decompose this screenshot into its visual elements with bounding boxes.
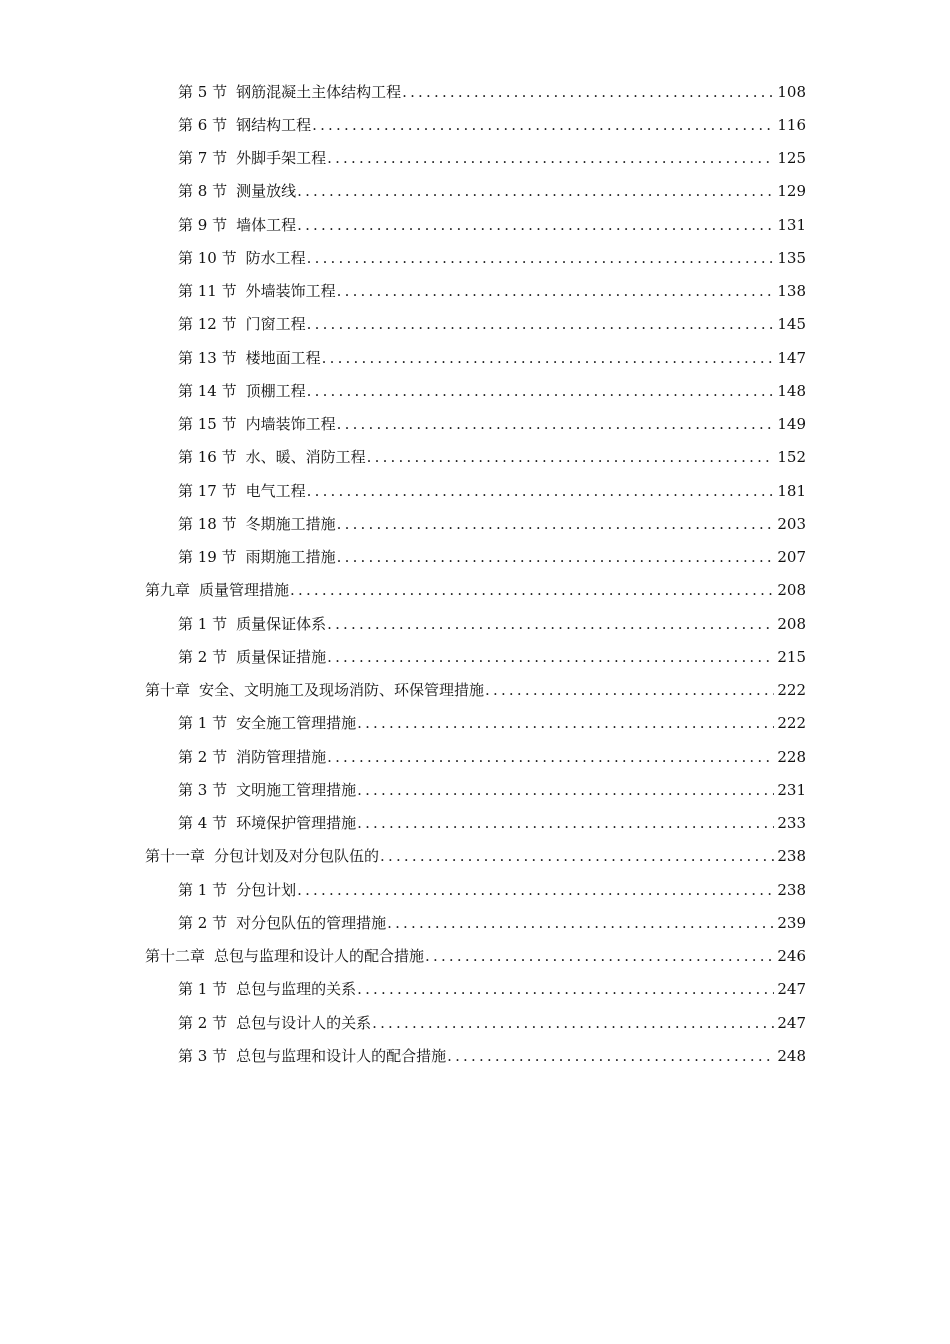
toc-entry-title: 安全施工管理措施 <box>236 714 357 733</box>
toc-dot-leader <box>322 348 775 368</box>
toc-section-entry[interactable] <box>0 441 950 474</box>
toc-page-number: 238 <box>777 880 806 899</box>
toc-entry-title: 总包与设计人的关系 <box>236 1013 372 1032</box>
toc-entry-title: 分包计划及对分包队伍的 <box>214 847 380 866</box>
toc-entry-title: 对分包队伍的管理措施 <box>236 913 387 932</box>
toc-section-entry[interactable] <box>0 374 950 407</box>
toc-page-number: 246 <box>777 947 806 966</box>
toc-entry-line <box>178 215 806 235</box>
toc-dot-leader <box>327 148 774 168</box>
toc-entry-title: 楼地面工程 <box>245 348 321 367</box>
toc-entry-number: 第 3 节 <box>178 780 228 799</box>
toc-dot-leader <box>372 1013 774 1033</box>
toc-entry-line <box>178 780 806 800</box>
toc-entry-line <box>178 979 806 999</box>
toc-entry-line <box>178 381 806 401</box>
toc-entry-number: 第 5 节 <box>178 82 228 101</box>
toc-dot-leader <box>312 115 774 135</box>
toc-section-entry[interactable] <box>0 208 950 241</box>
toc-page-number: 238 <box>777 847 806 866</box>
toc-page-number: 147 <box>777 348 806 367</box>
toc-section-entry[interactable] <box>0 973 950 1006</box>
toc-entry-label <box>178 913 386 933</box>
toc-entry-label <box>145 680 484 700</box>
toc-entry-number: 第 11 节 <box>178 282 237 301</box>
toc-entry-line <box>178 314 806 334</box>
toc-page-number: 231 <box>777 780 806 799</box>
toc-entry-number: 第 16 节 <box>178 448 237 467</box>
toc-chapter-entry[interactable] <box>0 674 950 707</box>
toc-entry-title: 顶棚工程 <box>245 381 306 400</box>
toc-entry-title: 质量管理措施 <box>199 581 290 600</box>
toc-entry-label <box>178 248 306 268</box>
toc-entry-title: 安全、文明施工及现场消防、环保管理措施 <box>199 681 485 700</box>
toc-entry-label <box>178 115 311 135</box>
toc-entry-number: 第 1 节 <box>178 880 228 899</box>
toc-entry-line <box>178 447 806 467</box>
toc-entry-title: 电气工程 <box>245 481 306 500</box>
toc-entry-number: 第十二章 <box>145 947 206 966</box>
toc-dot-leader <box>307 381 775 401</box>
toc-dot-leader <box>425 946 774 966</box>
toc-entry-line <box>145 580 806 600</box>
toc-entry-title: 门窗工程 <box>245 315 306 334</box>
toc-page-number: 222 <box>777 714 806 733</box>
toc-entry-title: 外墙装饰工程 <box>245 282 336 301</box>
toc-dot-leader <box>447 1046 774 1066</box>
toc-dot-leader <box>297 181 774 201</box>
toc-entry-number: 第 6 节 <box>178 115 228 134</box>
toc-entry-number: 第十一章 <box>145 847 206 866</box>
toc-entry-number: 第 2 节 <box>178 1013 228 1032</box>
toc-entry-line <box>178 1013 806 1033</box>
toc-dot-leader <box>307 248 775 268</box>
toc-entry-label <box>178 979 356 999</box>
toc-page-number: 207 <box>777 548 806 567</box>
toc-entry-number: 第 8 节 <box>178 182 228 201</box>
toc-entry-label <box>178 880 296 900</box>
toc-dot-leader <box>297 215 774 235</box>
toc-section-entry[interactable] <box>0 640 950 673</box>
toc-entry-label <box>178 215 296 235</box>
toc-dot-leader <box>337 514 775 534</box>
toc-entry-label <box>178 614 326 634</box>
toc-entry-line <box>178 813 806 833</box>
toc-entry-title: 钢筋混凝土主体结构工程 <box>236 82 402 101</box>
toc-page-number: 149 <box>777 415 806 434</box>
toc-entry-label <box>178 381 306 401</box>
toc-entry-title: 冬期施工措施 <box>245 514 336 533</box>
toc-dot-leader <box>402 82 774 102</box>
toc-section-entry[interactable] <box>0 773 950 806</box>
toc-entry-label <box>178 348 321 368</box>
toc-entry-label <box>178 181 296 201</box>
toc-section-entry[interactable] <box>0 474 950 507</box>
toc-entry-line <box>178 547 806 567</box>
toc-entry-title: 防水工程 <box>245 248 306 267</box>
toc-dot-leader <box>357 780 774 800</box>
toc-chapter-entry[interactable] <box>0 574 950 607</box>
toc-entry-label <box>178 813 356 833</box>
toc-section-entry[interactable] <box>0 807 950 840</box>
toc-entry-line <box>178 148 806 168</box>
toc-entry-number: 第 2 节 <box>178 913 228 932</box>
toc-chapter-entry[interactable] <box>0 940 950 973</box>
toc-entry-title: 墙体工程 <box>236 215 297 234</box>
toc-entry-label <box>178 414 336 434</box>
toc-section-entry[interactable] <box>0 906 950 939</box>
toc-entry-number: 第 2 节 <box>178 647 228 666</box>
toc-chapter-entry[interactable] <box>0 840 950 873</box>
toc-entry-line <box>178 614 806 634</box>
toc-entry-line <box>145 946 806 966</box>
toc-page-number: 181 <box>777 481 806 500</box>
toc-entry-number: 第 17 节 <box>178 481 237 500</box>
toc-page-number: 145 <box>777 315 806 334</box>
toc-entry-number: 第 3 节 <box>178 1046 228 1065</box>
toc-entry-title: 测量放线 <box>236 182 297 201</box>
toc-entry-line <box>178 248 806 268</box>
toc-entry-label <box>145 946 424 966</box>
toc-entry-number: 第 14 节 <box>178 381 237 400</box>
toc-entry-label <box>178 1013 371 1033</box>
toc-section-entry[interactable] <box>0 707 950 740</box>
toc-dot-leader <box>307 481 775 501</box>
toc-entry-label <box>178 713 356 733</box>
toc-entry-title: 质量保证体系 <box>236 614 327 633</box>
toc-entry-label <box>178 514 336 534</box>
toc-page-number: 239 <box>777 913 806 932</box>
toc-entry-line <box>178 747 806 767</box>
toc-entry-line <box>178 281 806 301</box>
toc-entry-title: 水、暖、消防工程 <box>245 448 366 467</box>
toc-entry-title: 环境保护管理措施 <box>236 814 357 833</box>
toc-dot-leader <box>337 547 775 567</box>
toc-entry-label <box>178 481 306 501</box>
toc-page-number: 222 <box>777 681 806 700</box>
toc-dot-leader <box>327 614 774 634</box>
toc-entry-title: 质量保证措施 <box>236 647 327 666</box>
toc-page-number: 138 <box>777 282 806 301</box>
toc-dot-leader <box>290 580 774 600</box>
toc-dot-leader <box>387 913 774 933</box>
toc-section-entry[interactable] <box>0 1039 950 1072</box>
toc-page-number: 152 <box>777 448 806 467</box>
toc-section-entry[interactable] <box>0 241 950 274</box>
toc-entry-number: 第 1 节 <box>178 614 228 633</box>
toc-entry-label <box>178 82 401 102</box>
toc-entry-line <box>178 913 806 933</box>
toc-entry-number: 第 4 节 <box>178 814 228 833</box>
toc-entry-title: 总包与监理和设计人的配合措施 <box>214 947 425 966</box>
toc-entry-title: 消防管理措施 <box>236 747 327 766</box>
toc-entry-label <box>145 846 379 866</box>
toc-section-entry[interactable] <box>0 75 950 108</box>
toc-entry-label <box>178 747 326 767</box>
toc-page-number: 247 <box>777 1013 806 1032</box>
toc-page-number: 203 <box>777 514 806 533</box>
toc-page-number: 215 <box>777 647 806 666</box>
toc-page-number: 125 <box>777 149 806 168</box>
toc-page-number: 248 <box>777 1046 806 1065</box>
toc-entry-label <box>178 314 306 334</box>
toc-entry-number: 第 18 节 <box>178 514 237 533</box>
toc-section-entry[interactable] <box>0 408 950 441</box>
toc-entry-line <box>178 414 806 434</box>
toc-page-number: 228 <box>777 747 806 766</box>
toc-entry-number: 第 9 节 <box>178 215 228 234</box>
toc-entry-line <box>178 514 806 534</box>
toc-entry-line <box>178 880 806 900</box>
toc-entry-line <box>178 348 806 368</box>
toc-entry-title: 文明施工管理措施 <box>236 780 357 799</box>
toc-section-entry[interactable] <box>0 873 950 906</box>
toc-entry-label <box>178 1046 446 1066</box>
toc-entry-line <box>178 481 806 501</box>
toc-page-number: 131 <box>777 215 806 234</box>
toc-page-number: 247 <box>777 980 806 999</box>
toc-entry-line <box>178 115 806 135</box>
toc-entry-label <box>145 580 289 600</box>
toc-dot-leader <box>357 979 774 999</box>
toc-entry-title: 雨期施工措施 <box>245 548 336 567</box>
toc-entry-title: 外脚手架工程 <box>236 149 327 168</box>
toc-page-number: 233 <box>777 814 806 833</box>
toc-entry-number: 第 15 节 <box>178 415 237 434</box>
toc-section-entry[interactable] <box>0 275 950 308</box>
toc-entry-line <box>145 680 806 700</box>
toc-page-number: 116 <box>777 115 806 134</box>
toc-entry-label <box>178 647 326 667</box>
toc-entry-line <box>178 713 806 733</box>
toc-section-entry[interactable] <box>0 607 950 640</box>
toc-entry-number: 第 7 节 <box>178 149 228 168</box>
toc-page-number: 208 <box>777 581 806 600</box>
toc-entry-number: 第 19 节 <box>178 548 237 567</box>
toc-section-entry[interactable] <box>0 341 950 374</box>
toc-entry-title: 总包与监理和设计人的配合措施 <box>236 1046 447 1065</box>
toc-page-number: 108 <box>777 82 806 101</box>
toc-section-entry[interactable] <box>0 142 950 175</box>
toc-entry-number: 第 12 节 <box>178 315 237 334</box>
toc-entry-line <box>178 1046 806 1066</box>
toc-dot-leader <box>485 680 774 700</box>
toc-entry-number: 第 1 节 <box>178 714 228 733</box>
toc-dot-leader <box>307 314 775 334</box>
toc-entry-label <box>178 780 356 800</box>
toc-section-entry[interactable] <box>0 308 950 341</box>
toc-entry-line <box>178 82 806 102</box>
toc-page-number: 135 <box>777 248 806 267</box>
toc-entry-title: 分包计划 <box>236 880 297 899</box>
toc-dot-leader <box>327 747 774 767</box>
toc-section-entry[interactable] <box>0 108 950 141</box>
toc-entry-label <box>178 148 326 168</box>
toc-entry-title: 内墙装饰工程 <box>245 415 336 434</box>
toc-entry-label <box>178 447 366 467</box>
toc-entry-number: 第 10 节 <box>178 248 237 267</box>
toc-dot-leader <box>337 281 775 301</box>
toc-section-entry[interactable] <box>0 175 950 208</box>
toc-section-entry[interactable] <box>0 740 950 773</box>
toc-section-entry[interactable] <box>0 541 950 574</box>
toc-entry-number: 第十章 <box>145 681 191 700</box>
table-of-contents <box>0 75 950 1073</box>
toc-dot-leader <box>297 880 774 900</box>
toc-entry-label <box>178 547 336 567</box>
toc-entry-line <box>178 647 806 667</box>
toc-section-entry[interactable] <box>0 1006 950 1039</box>
toc-dot-leader <box>357 713 774 733</box>
toc-entry-number: 第九章 <box>145 581 191 600</box>
toc-page-number: 148 <box>777 381 806 400</box>
toc-entry-title: 钢结构工程 <box>236 115 312 134</box>
toc-entry-label <box>178 281 336 301</box>
toc-dot-leader <box>337 414 775 434</box>
toc-entry-number: 第 2 节 <box>178 747 228 766</box>
toc-entry-line <box>178 181 806 201</box>
toc-dot-leader <box>357 813 774 833</box>
toc-section-entry[interactable] <box>0 507 950 540</box>
toc-page-number: 129 <box>777 182 806 201</box>
toc-page-number: 208 <box>777 614 806 633</box>
toc-entry-number: 第 1 节 <box>178 980 228 999</box>
toc-dot-leader <box>367 447 775 467</box>
toc-dot-leader <box>327 647 774 667</box>
toc-entry-title: 总包与监理的关系 <box>236 980 357 999</box>
toc-entry-number: 第 13 节 <box>178 348 237 367</box>
toc-dot-leader <box>380 846 774 866</box>
toc-entry-line <box>145 846 806 866</box>
